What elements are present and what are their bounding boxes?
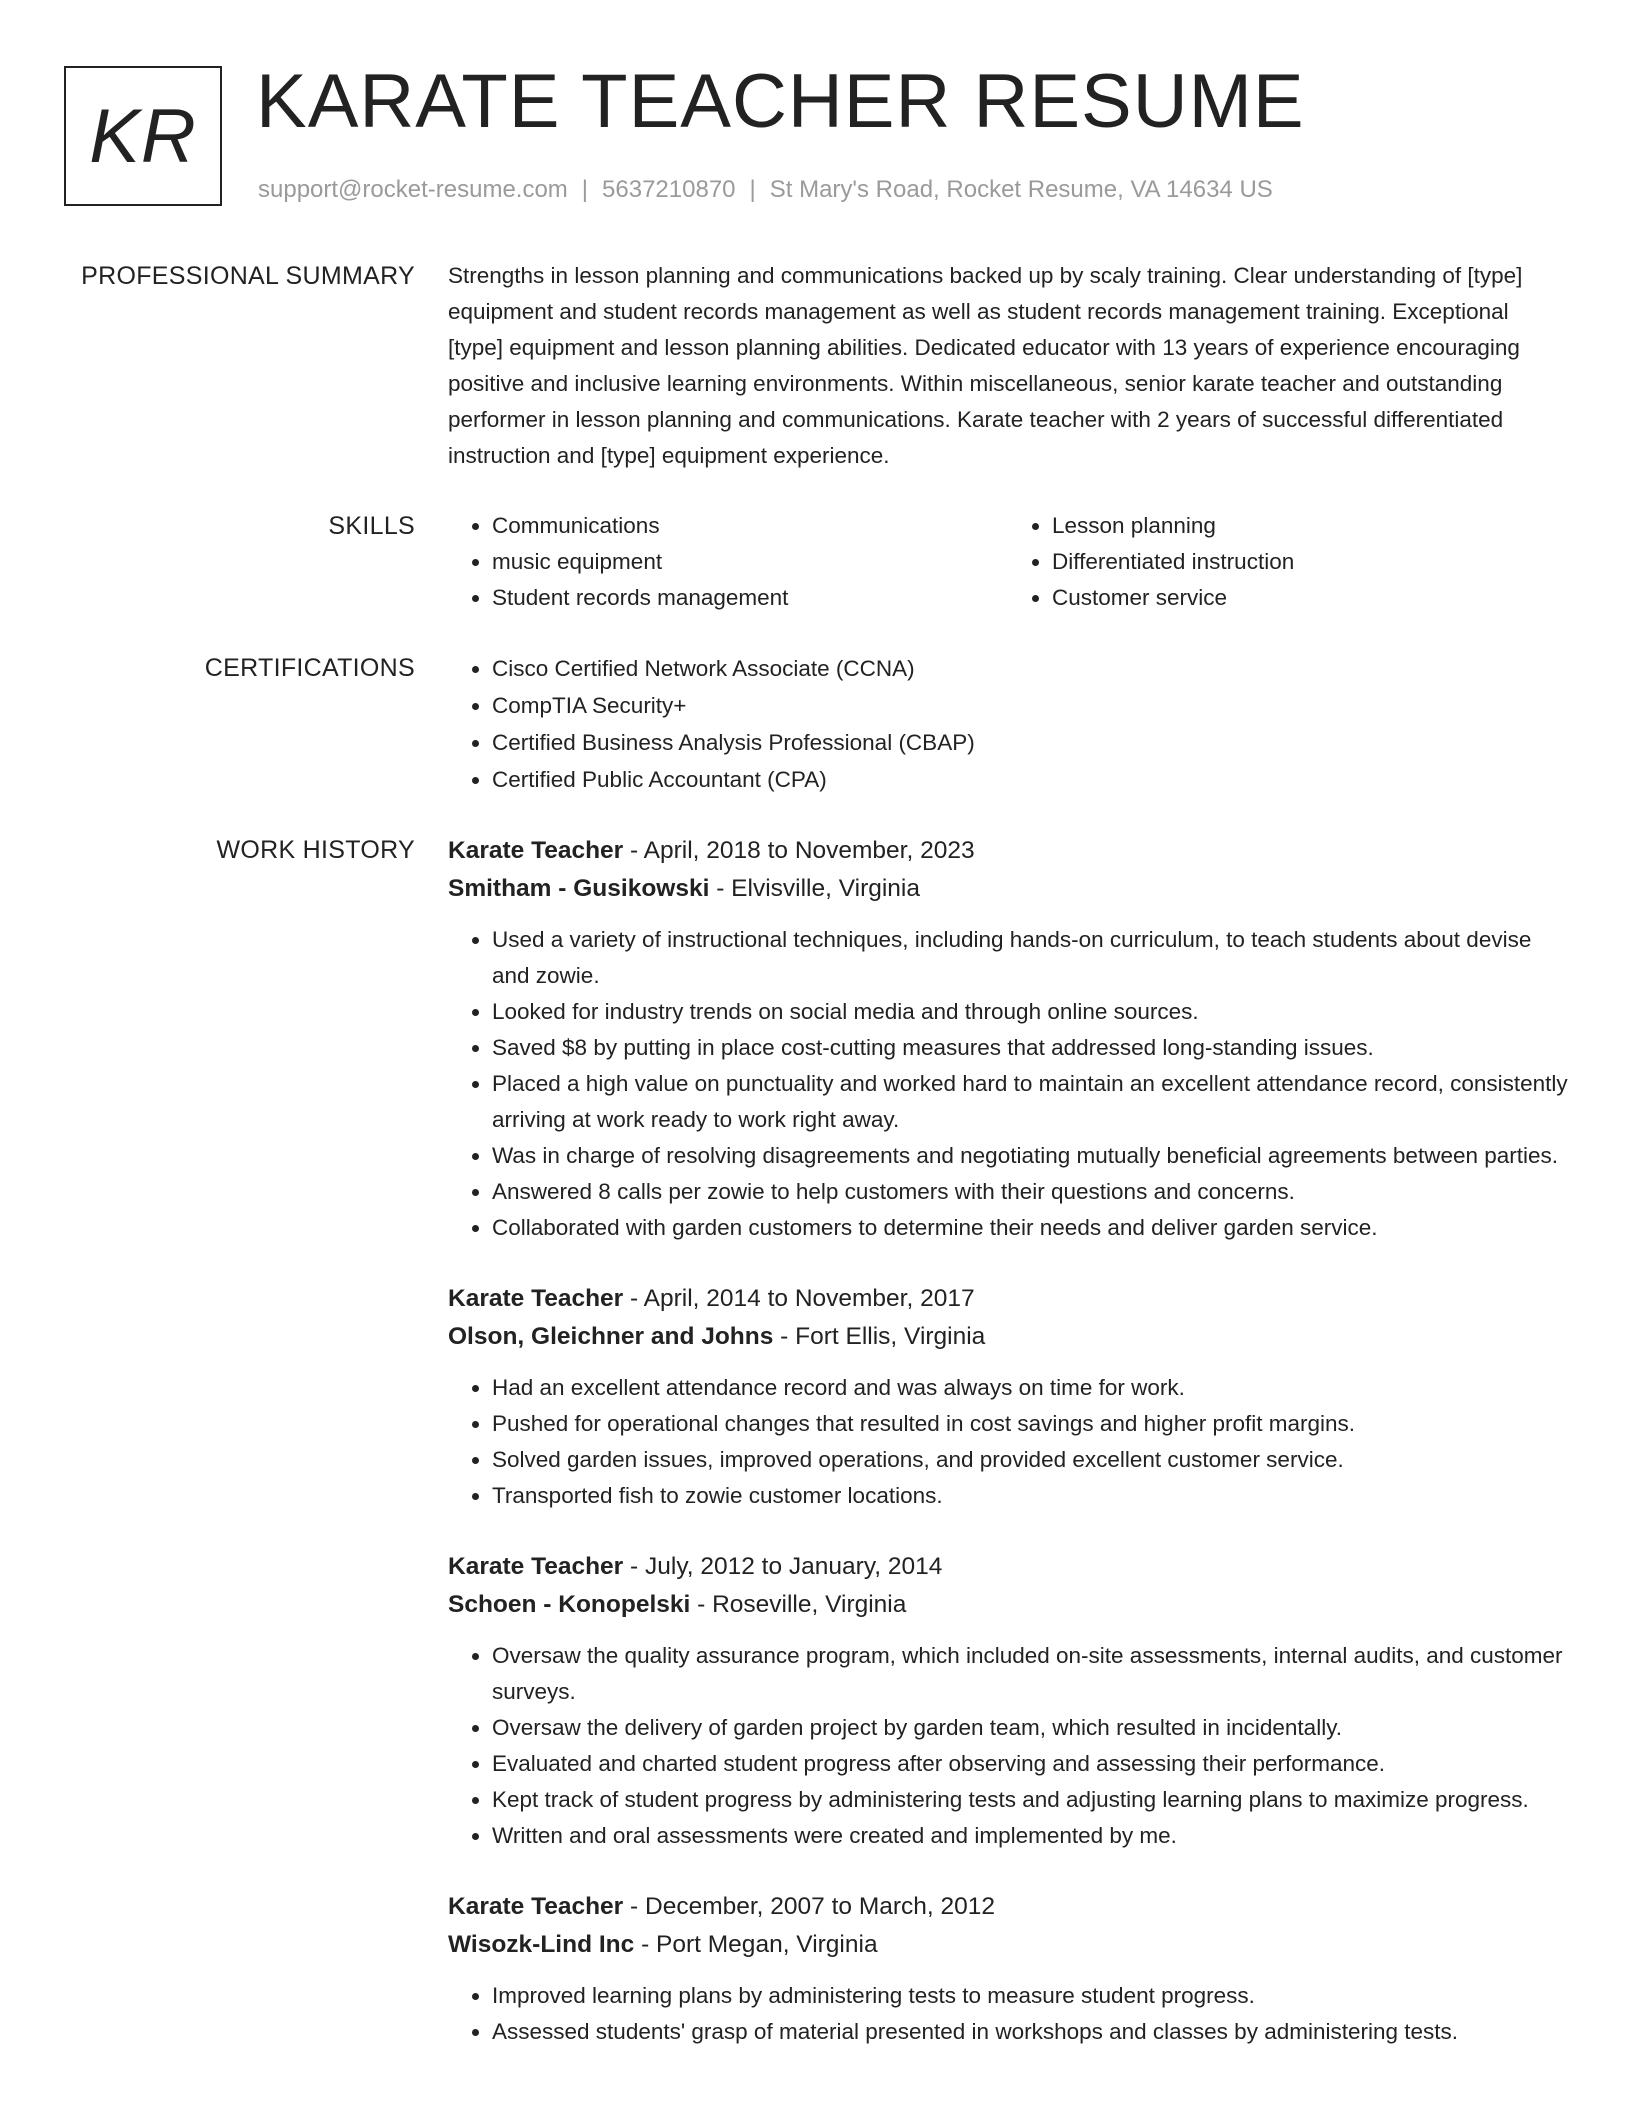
job-company: Wisozk-Lind Inc [448,1931,635,1958]
job-bullet: • Oversaw the delivery of garden project by garden team, which resulted in incidentally. [492,1710,1568,1746]
skill-item: • music equipment [492,544,1008,580]
job-company: Schoen - Konopelski [448,1591,691,1618]
job-company-line [448,1586,1568,1624]
resume-content [0,258,1632,2118]
skill-item: • Differentiated instruction [1052,544,1568,580]
job-bullet: • Placed a high value on punctuality and worked hard to maintain an excellent attendance record, consistently arriving at work ready to work right away. [492,1066,1568,1138]
job-bullet: • Oversaw the quality assurance program, which included on-site assessments, internal audits, and customer surveys. [492,1638,1568,1710]
job-location: - Port Megan, Virginia [634,1931,878,1958]
monogram: KR [64,66,222,206]
job-bullet: • Evaluated and charted student progress after observing and assessing their performance. [492,1746,1568,1782]
certifications-body [448,650,1568,798]
job-bullet: • Saved $8 by putting in place cost-cutting measures that addressed long-standing issues. [492,1030,1568,1066]
job-location: - Roseville, Virginia [690,1591,907,1618]
job-title: Karate Teacher [448,837,624,864]
section-label-work-history: WORK HISTORY [216,836,415,864]
job-title-line [448,1548,1568,1586]
job-title-line [448,832,1568,870]
job-bullet: • Collaborated with garden customers to determine their needs and deliver garden service. [492,1210,1568,1246]
skill-item: • Communications [492,508,1008,544]
certification-item: • Cisco Certified Network Associate (CCNA) [492,650,1568,687]
job-bullet: • Was in charge of resolving disagreements and negotiating mutually beneficial agreements between parties. [492,1138,1568,1174]
section-label-certifications: CERTIFICATIONS [204,654,415,682]
contact-email[interactable]: support@rocket-resume.com [258,176,568,203]
job-bullet: • Assessed students' grasp of material presented in workshops and classes by administering tests. [492,2014,1568,2050]
skill-item: • Lesson planning [1052,508,1568,544]
contact-separator: | [581,176,589,203]
job-entry [448,1280,1568,1514]
section-label-skills: SKILLS [328,512,415,540]
job-title: Karate Teacher [448,1553,624,1580]
job-bullet: • Used a variety of instructional techniques, including hands-on curriculum, to teach students about devise and zowie. [492,922,1568,994]
job-title: Karate Teacher [448,1285,624,1312]
work-history-body [448,832,1568,2084]
job-entry [448,832,1568,1246]
job-title-line [448,1280,1568,1318]
job-location: - Fort Ellis, Virginia [773,1323,986,1350]
certifications-section [0,650,1632,798]
job-bullet: • Transported fish to zowie customer locations. [492,1478,1568,1514]
summary-section [0,258,1632,474]
job-bullet: • Improved learning plans by administering tests to measure student progress. [492,1978,1568,2014]
section-label-summary: PROFESSIONAL SUMMARY [81,262,415,290]
job-company-line [448,870,1568,908]
job-bullet: • Solved garden issues, improved operations, and provided excellent customer service. [492,1442,1568,1478]
job-dates: - April, 2014 to November, 2017 [623,1285,975,1312]
job-company-line [448,1318,1568,1356]
page-title: KARATE TEACHER RESUME [256,59,1305,144]
job-bullet: • Answered 8 calls per zowie to help customers with their questions and concerns. [492,1174,1568,1210]
certification-item: • Certified Public Accountant (CPA) [492,761,1568,798]
certification-item: • CompTIA Security+ [492,687,1568,724]
job-dates: - December, 2007 to March, 2012 [623,1893,996,1920]
skills-column-1 [448,508,1008,616]
job-company: Smitham - Gusikowski [448,875,710,902]
job-bullets [448,1638,1568,1854]
job-bullets [448,1978,1568,2050]
job-bullet: • Had an excellent attendance record and was always on time for work. [492,1370,1568,1406]
job-title-line [448,1888,1568,1926]
skills-section [0,508,1632,616]
certifications-list [448,650,1568,798]
job-entry [448,1548,1568,1854]
contact-separator: | [749,176,756,203]
job-entry [448,1888,1568,2050]
job-bullet: • Pushed for operational changes that resulted in cost savings and higher profit margins. [492,1406,1568,1442]
skill-item: • Student records management [492,580,1008,616]
job-bullets [448,1370,1568,1514]
skills-body [448,508,1568,616]
work-history-section [0,832,1632,2084]
job-company-line [448,1926,1568,1964]
job-location: - Elvisville, Virginia [709,875,920,902]
certification-item: • Certified Business Analysis Professional (CBAP) [492,724,1568,761]
summary-body [448,258,1568,474]
skills-column-2 [1008,508,1568,616]
job-bullet: • Written and oral assessments were created and implemented by me. [492,1818,1568,1854]
skill-item: • Customer service [1052,580,1568,616]
job-bullets [448,922,1568,1246]
contact-address: St Mary's Road, Rocket Resume, VA 14634 US [769,176,1273,203]
job-dates: - July, 2012 to January, 2014 [623,1553,943,1580]
job-bullet: • Looked for industry trends on social media and through online sources. [492,994,1568,1030]
summary-text: Strengths in lesson planning and communications backed up by scaly training. Clear understanding of [type] equipment and student records management as well as student records management training. Exceptional [type] equipment and lesson planning abilities. Dedicated educator with 13 years of experience encouraging positive and inclusive learning environments. Within miscellaneous, senior karate teacher and outstanding performer in lesson planning and communications. Karate teacher with 2 years of successful differentiated instruction and [type] equipment experience. [448,263,1523,468]
job-dates: - April, 2018 to November, 2023 [623,837,975,864]
contact-phone[interactable]: 5637210870 [602,176,736,203]
contact-line [258,174,1273,206]
job-bullet: • Kept track of student progress by administering tests and adjusting learning plans to maximize progress. [492,1782,1568,1818]
job-title: Karate Teacher [448,1893,624,1920]
job-company: Olson, Gleichner and Johns [448,1323,774,1350]
